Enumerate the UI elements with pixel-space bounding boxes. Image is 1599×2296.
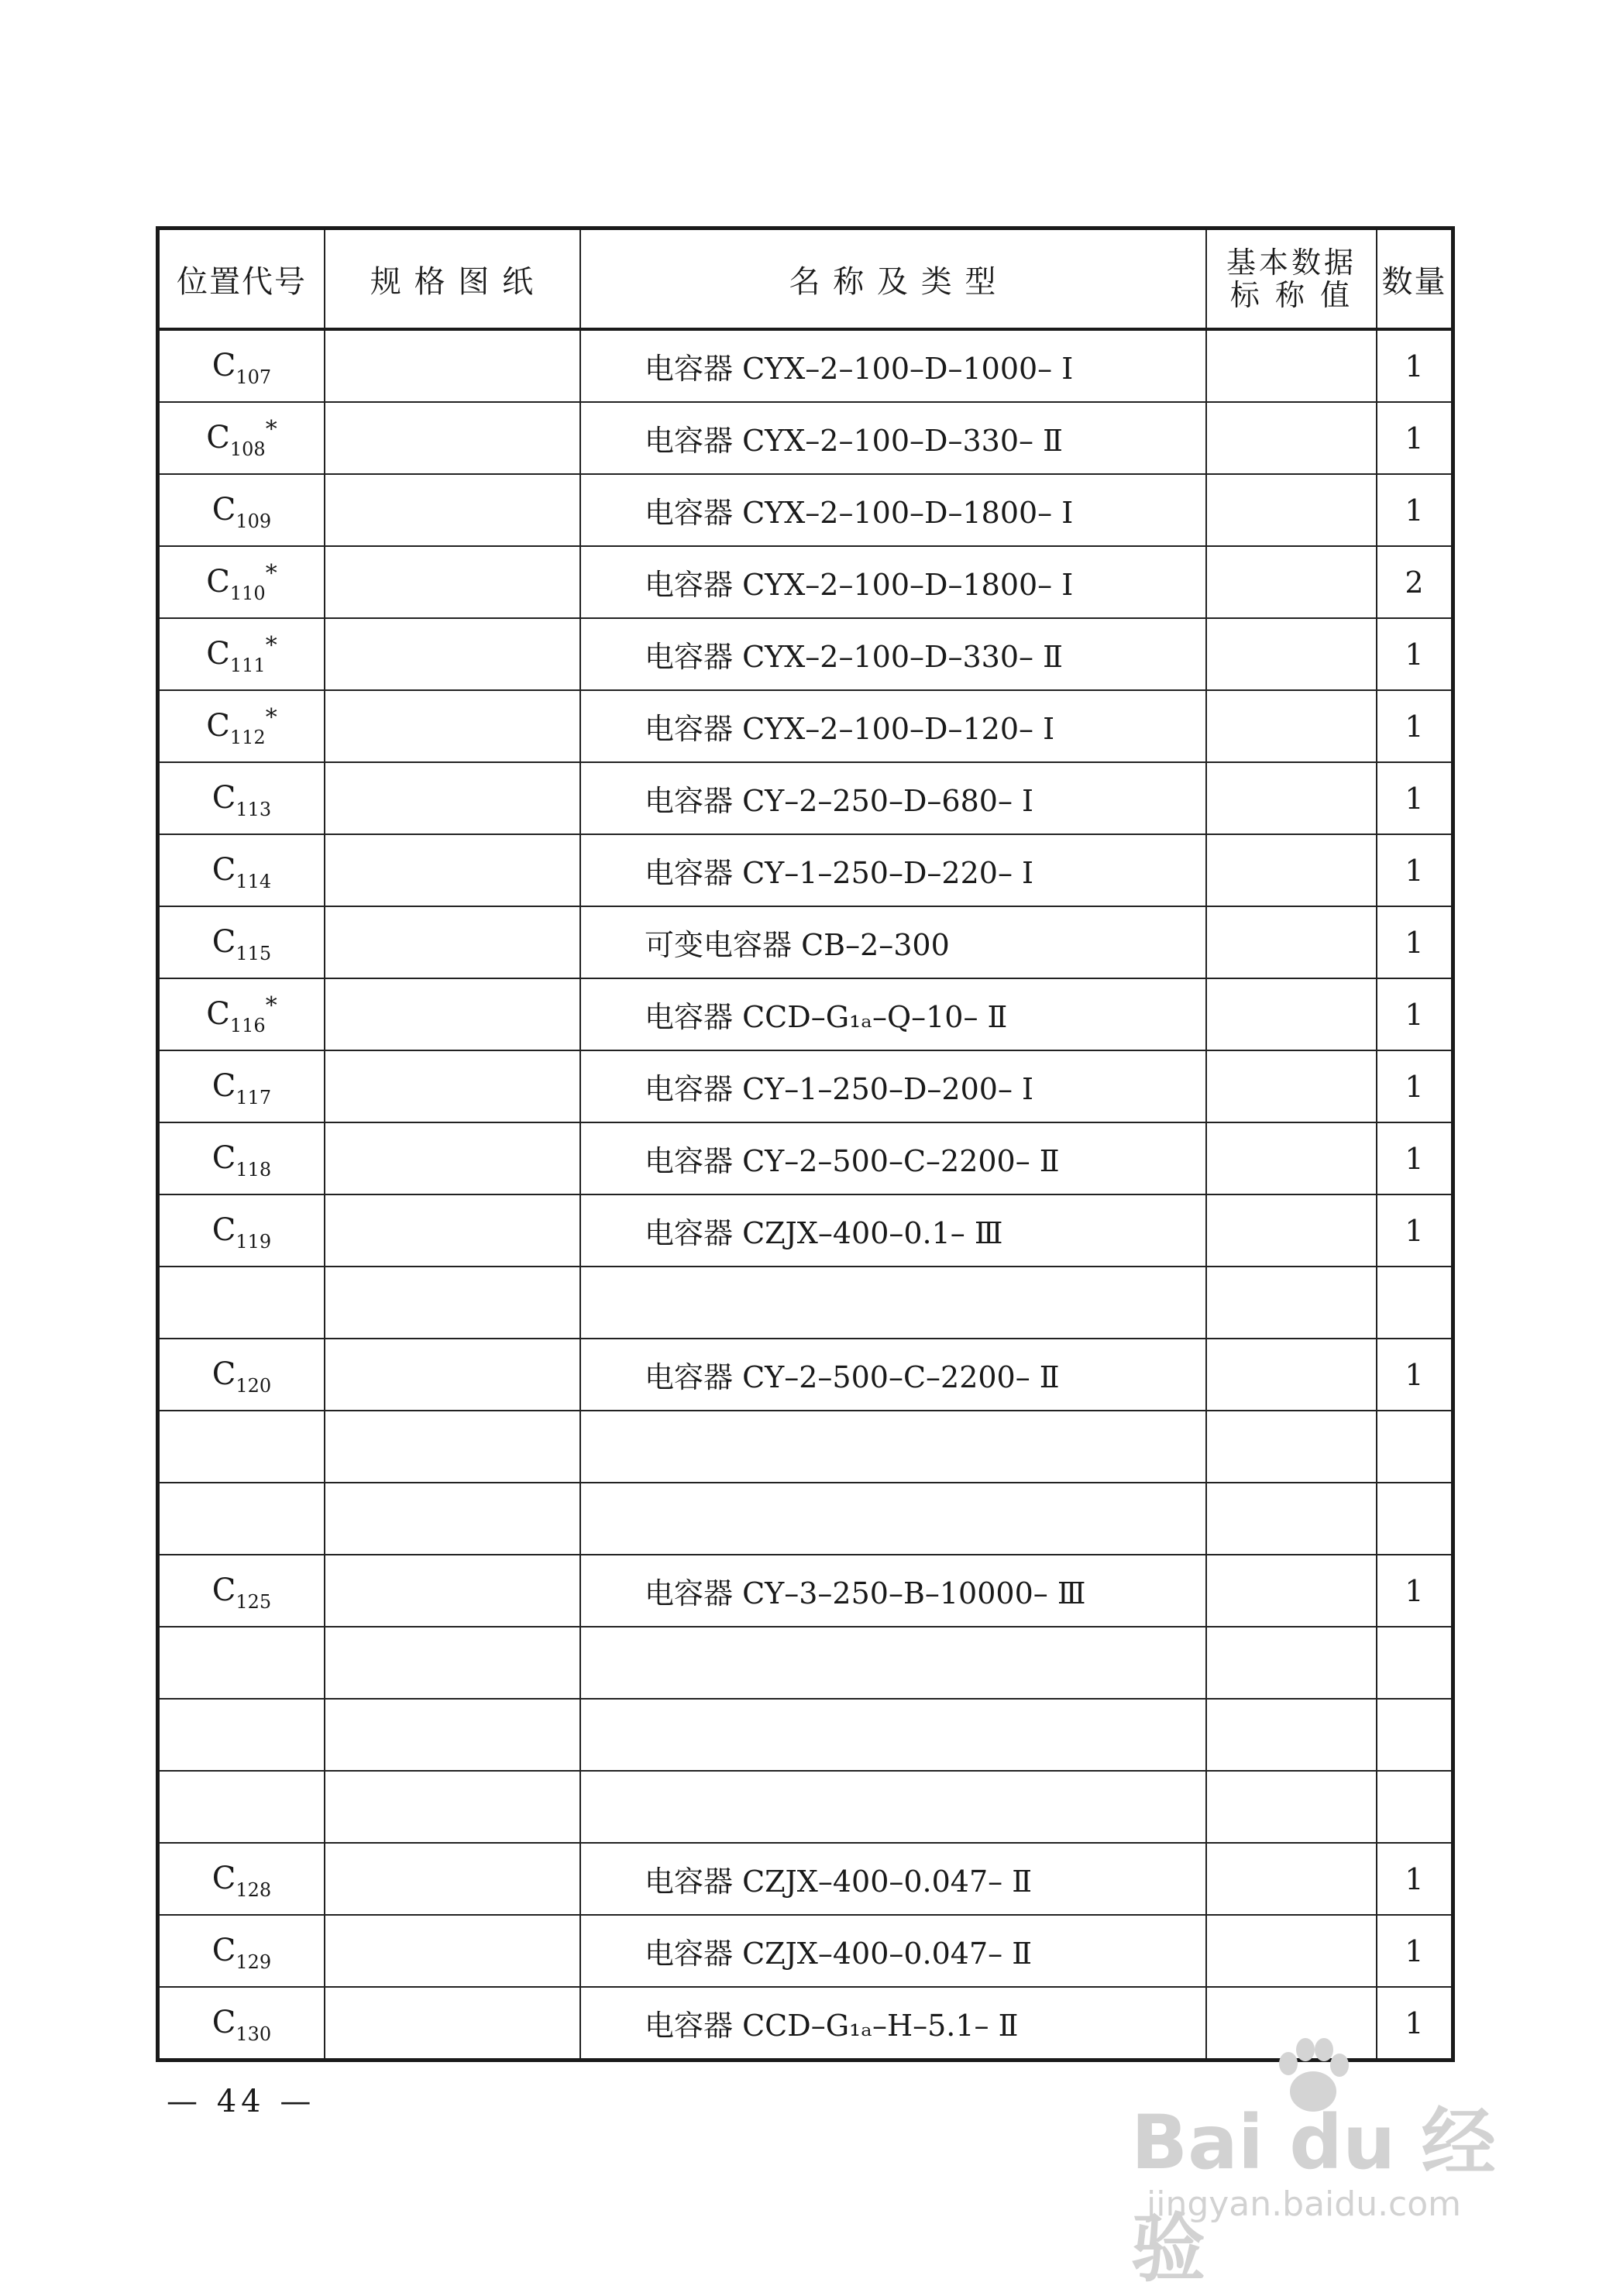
cell-name bbox=[580, 1411, 1206, 1483]
position-code: C bbox=[211, 1933, 236, 1968]
cell-position bbox=[160, 1699, 325, 1771]
cell-position bbox=[160, 618, 325, 690]
position-code: C bbox=[211, 780, 236, 816]
cell-name bbox=[580, 1267, 1206, 1339]
position-code: C bbox=[211, 1212, 236, 1248]
position-code: C bbox=[206, 420, 230, 455]
cell-value bbox=[1206, 1627, 1377, 1699]
cell-value bbox=[1206, 1267, 1377, 1339]
cell-position bbox=[160, 402, 325, 474]
cell-spec bbox=[325, 1555, 580, 1627]
position-subscript: 119 bbox=[236, 1231, 272, 1253]
cell-spec bbox=[325, 1339, 580, 1411]
cell-name: 电容器 CY–2–500–C–2200– Ⅱ bbox=[580, 1122, 1206, 1194]
cell-qty: 1 bbox=[1377, 329, 1451, 402]
cell-name: 电容器 CYX–2–100–D–330– Ⅱ bbox=[580, 402, 1206, 474]
header-name: 名 称 及 类 型 bbox=[580, 230, 1206, 329]
cell-spec bbox=[325, 834, 580, 906]
position-subscript: 125 bbox=[236, 1591, 272, 1613]
cell-value bbox=[1206, 906, 1377, 978]
position-code: C bbox=[211, 1068, 236, 1104]
table-row bbox=[160, 978, 1451, 1050]
cell-value bbox=[1206, 1339, 1377, 1411]
position-subscript: 111 bbox=[229, 655, 266, 676]
cell-name: 电容器 CY–2–500–C–2200– Ⅱ bbox=[580, 1339, 1206, 1411]
table-row bbox=[160, 1339, 1451, 1411]
cell-position bbox=[160, 1194, 325, 1267]
cell-spec bbox=[325, 1267, 580, 1339]
cell-position bbox=[160, 1843, 325, 1915]
cell-spec bbox=[325, 1915, 580, 1987]
watermark-url: jingyan.baidu.com bbox=[1147, 2184, 1462, 2224]
cell-position bbox=[160, 1339, 325, 1411]
cell-name: 电容器 CYX–2–100–D–120– Ⅰ bbox=[580, 690, 1206, 762]
position-star-mark: * bbox=[265, 560, 277, 587]
watermark bbox=[1131, 2030, 1565, 2292]
cell-position bbox=[160, 1627, 325, 1699]
cell-position bbox=[160, 978, 325, 1050]
cell-qty: 1 bbox=[1377, 906, 1451, 978]
table-row bbox=[160, 546, 1451, 618]
position-code: C bbox=[211, 492, 236, 528]
cell-position bbox=[160, 762, 325, 834]
cell-value bbox=[1206, 402, 1377, 474]
table-row bbox=[160, 762, 1451, 834]
cell-name bbox=[580, 1699, 1206, 1771]
cell-spec bbox=[325, 1483, 580, 1555]
cell-value bbox=[1206, 1483, 1377, 1555]
position-star-mark: * bbox=[265, 704, 277, 731]
cell-name: 电容器 CYX–2–100–D–330– Ⅱ bbox=[580, 618, 1206, 690]
cell-spec bbox=[325, 1411, 580, 1483]
cell-name: 可变电容器 CB–2–300 bbox=[580, 906, 1206, 978]
cell-position bbox=[160, 906, 325, 978]
header-value-line1: 基本数据 bbox=[1226, 246, 1357, 280]
header-spec: 规 格 图 纸 bbox=[325, 230, 580, 329]
cell-spec bbox=[325, 1050, 580, 1122]
position-subscript: 130 bbox=[236, 2023, 272, 2045]
cell-qty: 1 bbox=[1377, 402, 1451, 474]
position-star-mark: * bbox=[265, 992, 277, 1019]
table-row bbox=[160, 402, 1451, 474]
cell-position bbox=[160, 474, 325, 546]
position-subscript: 109 bbox=[236, 510, 272, 532]
cell-value bbox=[1206, 1411, 1377, 1483]
cell-qty bbox=[1377, 1699, 1451, 1771]
cell-name: 电容器 CYX–2–100–D–1800– Ⅰ bbox=[580, 474, 1206, 546]
cell-name: 电容器 CCD–G₁ₐ–Q–10– Ⅱ bbox=[580, 978, 1206, 1050]
header-value bbox=[1206, 230, 1377, 329]
table-row bbox=[160, 1555, 1451, 1627]
cell-qty: 1 bbox=[1377, 1915, 1451, 1987]
cell-position bbox=[160, 1122, 325, 1194]
table-row bbox=[160, 1843, 1451, 1915]
cell-name bbox=[580, 1627, 1206, 1699]
cell-spec bbox=[325, 402, 580, 474]
cell-qty: 1 bbox=[1377, 1194, 1451, 1267]
table-row bbox=[160, 1267, 1451, 1339]
cell-value bbox=[1206, 690, 1377, 762]
table-row bbox=[160, 1699, 1451, 1771]
cell-position bbox=[160, 1411, 325, 1483]
cell-position bbox=[160, 690, 325, 762]
table-row bbox=[160, 474, 1451, 546]
page-number: — 44 — bbox=[167, 2084, 316, 2119]
table-row bbox=[160, 1411, 1451, 1483]
position-star-mark: * bbox=[265, 632, 277, 659]
cell-value bbox=[1206, 834, 1377, 906]
position-subscript: 107 bbox=[236, 366, 272, 388]
position-subscript: 110 bbox=[229, 583, 266, 604]
cell-spec bbox=[325, 1987, 580, 2058]
cell-qty: 1 bbox=[1377, 690, 1451, 762]
cell-position bbox=[160, 834, 325, 906]
cell-qty: 1 bbox=[1377, 978, 1451, 1050]
cell-name: 电容器 CYX–2–100–D–1800– Ⅰ bbox=[580, 546, 1206, 618]
cell-spec bbox=[325, 1627, 580, 1699]
cell-spec bbox=[325, 546, 580, 618]
cell-qty: 1 bbox=[1377, 1050, 1451, 1122]
cell-value bbox=[1206, 1555, 1377, 1627]
cell-spec bbox=[325, 329, 580, 402]
cell-name: 电容器 CY–2–250–D–680– Ⅰ bbox=[580, 762, 1206, 834]
cell-value bbox=[1206, 329, 1377, 402]
parts-table bbox=[160, 230, 1451, 2058]
position-subscript: 108 bbox=[229, 438, 266, 460]
table-row bbox=[160, 1483, 1451, 1555]
cell-value bbox=[1206, 762, 1377, 834]
cell-spec bbox=[325, 1699, 580, 1771]
position-subscript: 112 bbox=[229, 727, 266, 748]
cell-name: 电容器 CZJX–400–0.047– Ⅱ bbox=[580, 1843, 1206, 1915]
header-qty: 数量 bbox=[1377, 230, 1451, 329]
cell-position bbox=[160, 329, 325, 402]
cell-position bbox=[160, 1771, 325, 1843]
cell-name: 电容器 CY–3–250–B–10000– Ⅲ bbox=[580, 1555, 1206, 1627]
cell-value bbox=[1206, 1915, 1377, 1987]
position-subscript: 129 bbox=[236, 1951, 272, 1973]
position-subscript: 128 bbox=[236, 1879, 272, 1901]
cell-spec bbox=[325, 762, 580, 834]
position-code: C bbox=[211, 1140, 236, 1176]
cell-qty bbox=[1377, 1771, 1451, 1843]
position-code: C bbox=[206, 564, 230, 600]
table-row bbox=[160, 690, 1451, 762]
cell-name: 电容器 CZJX–400–0.1– Ⅲ bbox=[580, 1194, 1206, 1267]
cell-spec bbox=[325, 618, 580, 690]
cell-value bbox=[1206, 1843, 1377, 1915]
cell-position bbox=[160, 1483, 325, 1555]
cell-value bbox=[1206, 546, 1377, 618]
position-code: C bbox=[211, 1861, 236, 1896]
cell-spec bbox=[325, 1122, 580, 1194]
cell-spec bbox=[325, 1771, 580, 1843]
cell-name: 电容器 CY–1–250–D–200– Ⅰ bbox=[580, 1050, 1206, 1122]
table-row bbox=[160, 1194, 1451, 1267]
cell-spec bbox=[325, 1194, 580, 1267]
cell-value bbox=[1206, 1699, 1377, 1771]
watermark-brand: Bai du 经验 bbox=[1131, 2099, 1496, 2292]
cell-qty: 1 bbox=[1377, 834, 1451, 906]
cell-qty: 1 bbox=[1377, 1339, 1451, 1411]
cell-position bbox=[160, 1987, 325, 2058]
cell-value bbox=[1206, 1194, 1377, 1267]
position-subscript: 117 bbox=[236, 1087, 272, 1108]
cell-spec bbox=[325, 474, 580, 546]
cell-position bbox=[160, 1050, 325, 1122]
table-body bbox=[160, 329, 1451, 2058]
cell-position bbox=[160, 546, 325, 618]
cell-spec bbox=[325, 690, 580, 762]
cell-qty: 1 bbox=[1377, 1843, 1451, 1915]
parts-table-frame bbox=[156, 226, 1455, 2062]
table-row bbox=[160, 1771, 1451, 1843]
table-row bbox=[160, 906, 1451, 978]
position-star-mark: * bbox=[265, 416, 277, 443]
cell-name: 电容器 CY–1–250–D–220– Ⅰ bbox=[580, 834, 1206, 906]
table-row bbox=[160, 1122, 1451, 1194]
cell-name: 电容器 CYX–2–100–D–1000– Ⅰ bbox=[580, 329, 1206, 402]
table-row bbox=[160, 618, 1451, 690]
cell-qty bbox=[1377, 1483, 1451, 1555]
cell-name: 电容器 CZJX–400–0.047– Ⅱ bbox=[580, 1915, 1206, 1987]
position-subscript: 114 bbox=[236, 871, 272, 892]
position-code: C bbox=[211, 348, 236, 383]
cell-qty: 1 bbox=[1377, 618, 1451, 690]
cell-spec bbox=[325, 1843, 580, 1915]
cell-qty: 1 bbox=[1377, 1122, 1451, 1194]
position-subscript: 113 bbox=[236, 799, 272, 820]
cell-spec bbox=[325, 906, 580, 978]
position-subscript: 118 bbox=[236, 1159, 272, 1181]
cell-qty bbox=[1377, 1267, 1451, 1339]
cell-name bbox=[580, 1483, 1206, 1555]
table-row bbox=[160, 1915, 1451, 1987]
position-code: C bbox=[206, 636, 230, 672]
cell-value bbox=[1206, 474, 1377, 546]
position-subscript: 120 bbox=[236, 1375, 272, 1397]
cell-qty bbox=[1377, 1627, 1451, 1699]
cell-position bbox=[160, 1555, 325, 1627]
cell-qty: 1 bbox=[1377, 1987, 1451, 2058]
position-code: C bbox=[211, 1572, 236, 1608]
cell-qty: 1 bbox=[1377, 1555, 1451, 1627]
table-header-row bbox=[160, 230, 1451, 329]
cell-position bbox=[160, 1915, 325, 1987]
position-code: C bbox=[206, 996, 230, 1032]
cell-name bbox=[580, 1771, 1206, 1843]
cell-qty: 1 bbox=[1377, 762, 1451, 834]
position-code: C bbox=[211, 2005, 236, 2040]
position-subscript: 115 bbox=[236, 943, 272, 964]
table-row bbox=[160, 834, 1451, 906]
table-row bbox=[160, 329, 1451, 402]
cell-position bbox=[160, 1267, 325, 1339]
position-code: C bbox=[211, 924, 236, 960]
cell-value bbox=[1206, 1050, 1377, 1122]
cell-name: 电容器 CCD–G₁ₐ–H–5.1– Ⅱ bbox=[580, 1987, 1206, 2058]
cell-value bbox=[1206, 618, 1377, 690]
cell-qty bbox=[1377, 1411, 1451, 1483]
cell-value bbox=[1206, 978, 1377, 1050]
position-code: C bbox=[206, 708, 230, 744]
cell-qty: 2 bbox=[1377, 546, 1451, 618]
position-code: C bbox=[211, 852, 236, 888]
table-row bbox=[160, 1050, 1451, 1122]
cell-value bbox=[1206, 1122, 1377, 1194]
position-code: C bbox=[211, 1356, 236, 1392]
position-subscript: 116 bbox=[229, 1015, 266, 1036]
cell-spec bbox=[325, 978, 580, 1050]
cell-qty: 1 bbox=[1377, 474, 1451, 546]
header-position: 位置代号 bbox=[160, 230, 325, 329]
cell-value bbox=[1206, 1771, 1377, 1843]
table-row bbox=[160, 1627, 1451, 1699]
header-value-line2: 标 称 值 bbox=[1229, 278, 1353, 312]
